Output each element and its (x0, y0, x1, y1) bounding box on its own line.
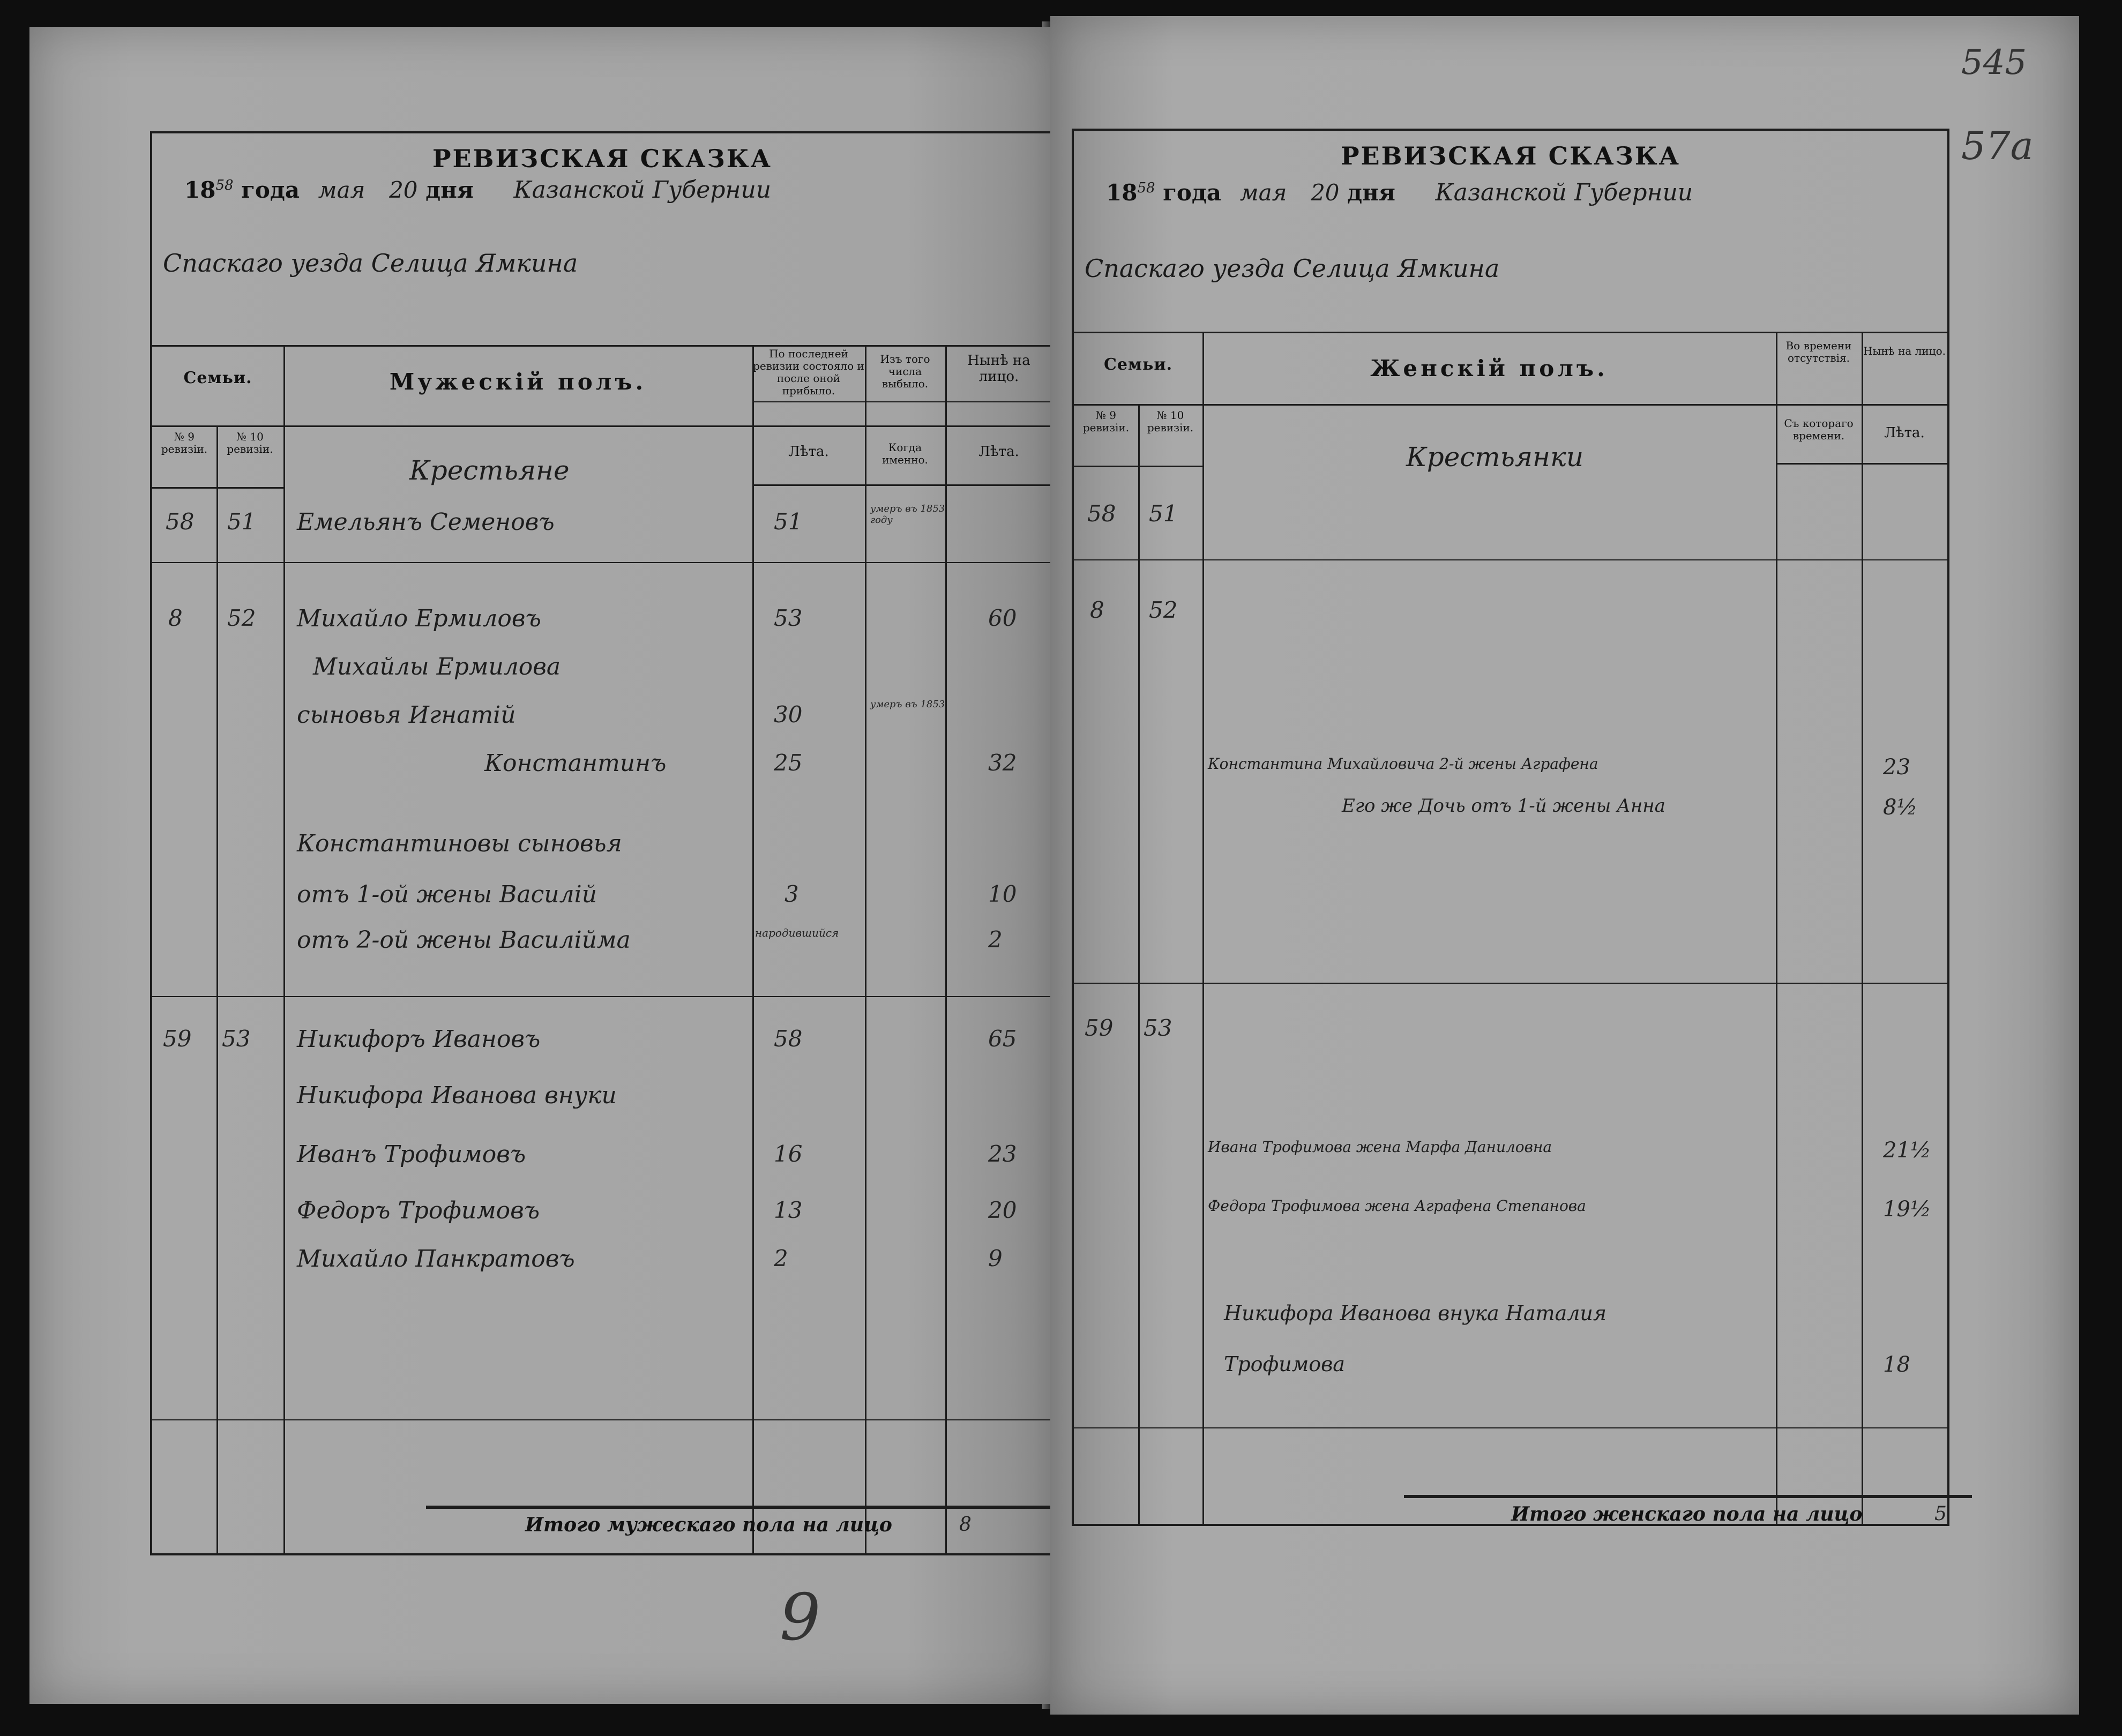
left-title: РЕВИЗСКАЯ СКАЗКА (432, 144, 773, 173)
right-col-family: Семьи. (1103, 355, 1173, 374)
right-page-number: 545 (1961, 43, 2027, 83)
right-col-no10: № 10 ревизіи. (1147, 409, 1194, 434)
right-col-years: Лѣта. (1884, 425, 1925, 441)
left-col-family: Семьи. (183, 369, 252, 387)
left-col-sex: Мужескій полъ. (389, 369, 647, 395)
left-page-mark: 9 (780, 1581, 821, 1655)
right-col-since: Во времени отсутствія. (1785, 339, 1852, 364)
right-district: Спаскаго уезда Селица Ямкина (1085, 254, 1500, 283)
left-col-no9: № 9 ревизіи. (161, 430, 208, 455)
left-form: РЕВИЗСКАЯ СКАЗКА $18^{58}$ года мая 20 дня Казанской Губернии Спаскаго уезда Селица Ямкина Семьи. Мужескій полъ. По последней ревизии состояло и после оной прибыло. Изъ того числа выбыло. Нынѣ на лицо. № 9 ревизіи. № 10 ревизіи. Лѣта. Когда именно. Лѣта. Крестьяне 58 51 Емельянъ Семеновъ 51 умеръ въ 1853 году 8 52 Михайло Ермиловъ 53 60 Михайлы Ермилова сыновья Игнатій 30 умеръ въ 1853 Константинъ 25 32 Константиновы сыновья отъ 1-ой жены Василій 3 10 отъ 2-ой жены Василійма народившийся 2 59 53 Никифоръ Ивановъ 58 65 Никифора Иванова внуки Иванъ Трофимовъ 16 23 Федоръ Трофимовъ 13 20 Михайло Панкратовъ 2 9 (150, 131, 1055, 1555)
right-title: РЕВИЗСКАЯ СКАЗКА (1340, 141, 1681, 170)
left-row: Михайлы Ермилова (313, 653, 561, 680)
right-page-number-second: 57а (1961, 123, 2034, 168)
right-total-value: 5 (1934, 1503, 1947, 1525)
left-row: Константиновы сыновья (297, 830, 622, 857)
right-section-heading: Крестьянки (1406, 442, 1584, 473)
right-col-from: Съ котораго времени. (1784, 417, 1854, 442)
left-col-no10: № 10 ревизіи. (227, 430, 273, 455)
left-total-value: 8 (959, 1514, 972, 1536)
right-page (1050, 16, 2079, 1715)
left-date-line: $18^{58}$ года мая 20 дня Казанской Губернии (184, 176, 772, 204)
left-section-heading: Крестьяне (409, 455, 570, 486)
right-col-sex: Женскій полъ. (1370, 355, 1608, 381)
left-col-years2: Лѣта. (978, 444, 1019, 460)
right-form: РЕВИЗСКАЯ СКАЗКА $18^{58}$ года мая 20 дня Казанской Губернии Спаскаго уезда Селица Ямкина Семьи. Женскій полъ. Во времени отсутствія. Нынѣ на лицо. № 9 ревизіи. № 10 ревизіи. Съ котораго времени. Лѣта. Крестьянки 58 51 8 52 Константина Михайловича 2-й жены Аграфена 23 Его же Дочь отъ 1-й жены Анна 8½ 59 53 Ивана Трофимова жена Марфа Даниловна 21½ Федора Трофимова жена Аграфена Степанова 19½ Никифора Иванова внука Наталия Трофимова 18 (1072, 129, 1949, 1526)
right-total-label: Итого женскаго пола на лицо (1511, 1503, 1863, 1525)
left-total-label: Итого мужескаго пола на лицо (525, 1514, 892, 1536)
left-col-when: Когда именно. (882, 441, 928, 466)
right-col-now: Нынѣ на лицо. (1863, 345, 1946, 357)
left-district: Спаскаго уезда Селица Ямкина (163, 249, 578, 278)
right-col-no9: № 9 ревизіи. (1082, 409, 1130, 434)
left-row: Никифора Иванова внуки (297, 1082, 617, 1109)
left-col-from-num: Изъ того числа выбыло. (880, 353, 930, 390)
left-col-last-rev: По последней ревизии состояло и после оной прибыло. (753, 347, 864, 397)
right-date-line: $18^{58}$ года мая 20 дня Казанской Губернии (1106, 179, 1693, 206)
left-col-years: Лѣта. (788, 444, 829, 460)
left-col-now: Нынѣ на лицо. (967, 353, 1030, 385)
left-page (29, 27, 1061, 1704)
